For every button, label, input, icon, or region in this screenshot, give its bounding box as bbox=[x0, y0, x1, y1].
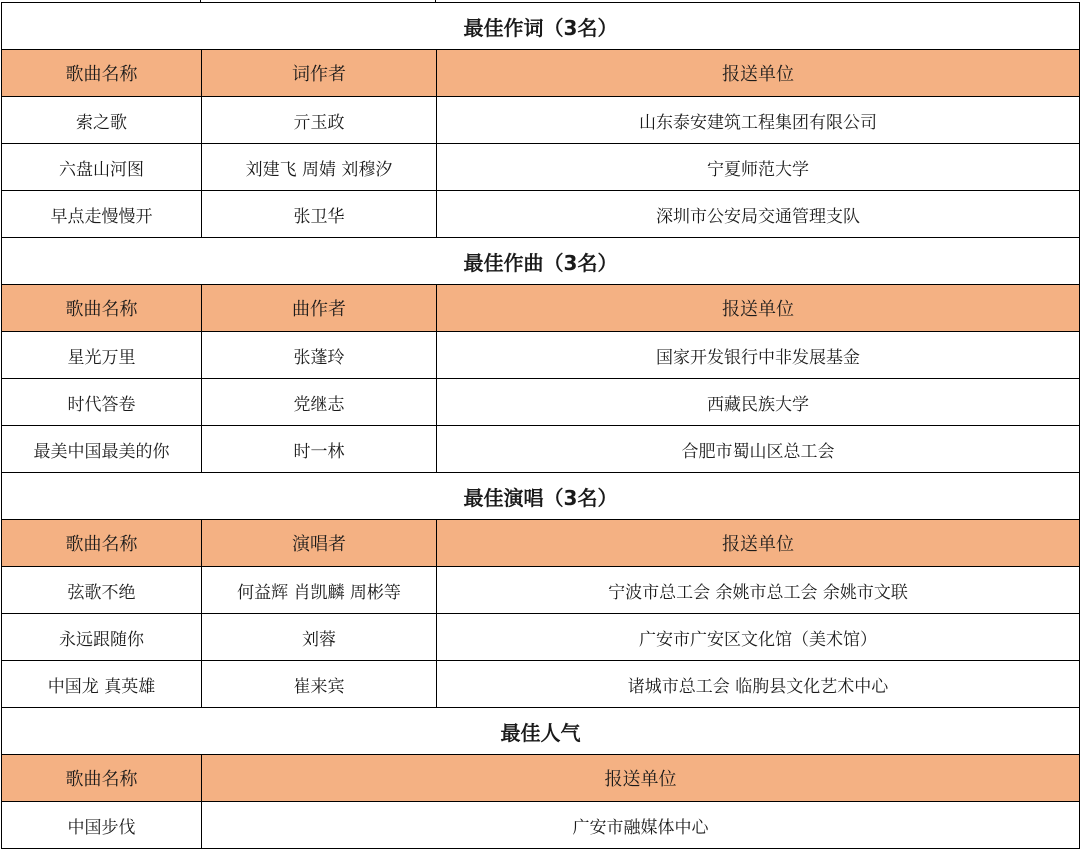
lyricist: 亓玉政 bbox=[202, 97, 437, 144]
header-unit: 报送单位 bbox=[437, 50, 1080, 97]
lyricist: 刘建飞 周婧 刘穆汐 bbox=[202, 144, 437, 191]
table-row bbox=[2, 567, 1080, 614]
table-row bbox=[2, 97, 1080, 144]
header-song-name: 歌曲名称 bbox=[2, 520, 202, 567]
header-lyricist: 词作者 bbox=[202, 50, 437, 97]
performer: 崔来宾 bbox=[202, 661, 437, 708]
composer: 张蓬玲 bbox=[202, 332, 437, 379]
song-name: 弦歌不绝 bbox=[2, 567, 202, 614]
section-title: 最佳作词（3名） bbox=[2, 3, 1080, 50]
song-name: 星光万里 bbox=[2, 332, 202, 379]
unit: 山东泰安建筑工程集团有限公司 bbox=[437, 97, 1080, 144]
header-performer: 演唱者 bbox=[202, 520, 437, 567]
section-title-row bbox=[2, 473, 1080, 520]
unit: 国家开发银行中非发展基金 bbox=[437, 332, 1080, 379]
header-row bbox=[2, 755, 1080, 802]
composer: 党继志 bbox=[202, 379, 437, 426]
song-name: 中国步伐 bbox=[2, 802, 202, 849]
lyricist: 张卫华 bbox=[202, 191, 437, 238]
unit: 宁波市总工会 余姚市总工会 余姚市文联 bbox=[437, 567, 1080, 614]
unit: 深圳市公安局交通管理支队 bbox=[437, 191, 1080, 238]
song-name: 早点走慢慢开 bbox=[2, 191, 202, 238]
composer: 时一林 bbox=[202, 426, 437, 473]
table-row bbox=[2, 191, 1080, 238]
song-name: 时代答卷 bbox=[2, 379, 202, 426]
unit: 宁夏师范大学 bbox=[437, 144, 1080, 191]
header-row bbox=[2, 520, 1080, 567]
section-title-row bbox=[2, 238, 1080, 285]
table-row bbox=[2, 332, 1080, 379]
section-title: 最佳人气 bbox=[2, 708, 1080, 755]
table-row bbox=[2, 379, 1080, 426]
table-row bbox=[2, 802, 1080, 849]
header-unit: 报送单位 bbox=[437, 520, 1080, 567]
song-name: 六盘山河图 bbox=[2, 144, 202, 191]
song-name: 最美中国最美的你 bbox=[2, 426, 202, 473]
header-composer: 曲作者 bbox=[202, 285, 437, 332]
song-name: 索之歌 bbox=[2, 97, 202, 144]
section-title: 最佳作曲（3名） bbox=[2, 238, 1080, 285]
unit: 西藏民族大学 bbox=[437, 379, 1080, 426]
table-row bbox=[2, 144, 1080, 191]
header-row bbox=[2, 50, 1080, 97]
header-unit: 报送单位 bbox=[202, 755, 1080, 802]
song-name: 永远跟随你 bbox=[2, 614, 202, 661]
song-name: 中国龙 真英雄 bbox=[2, 661, 202, 708]
table-row bbox=[2, 614, 1080, 661]
header-song-name: 歌曲名称 bbox=[2, 285, 202, 332]
section-title-row bbox=[2, 3, 1080, 50]
performer: 何益辉 肖凯麟 周彬等 bbox=[202, 567, 437, 614]
unit: 广安市广安区文化馆（美术馆） bbox=[437, 614, 1080, 661]
header-row bbox=[2, 285, 1080, 332]
unit: 诸城市总工会 临朐县文化艺术中心 bbox=[437, 661, 1080, 708]
unit: 广安市融媒体中心 bbox=[202, 802, 1080, 849]
section-title: 最佳演唱（3名） bbox=[2, 473, 1080, 520]
header-song-name: 歌曲名称 bbox=[2, 755, 202, 802]
awards-table bbox=[1, 2, 1080, 849]
unit: 合肥市蜀山区总工会 bbox=[437, 426, 1080, 473]
section-title-row bbox=[2, 708, 1080, 755]
header-song-name: 歌曲名称 bbox=[2, 50, 202, 97]
header-unit: 报送单位 bbox=[437, 285, 1080, 332]
table-row bbox=[2, 661, 1080, 708]
performer: 刘蓉 bbox=[202, 614, 437, 661]
table-row bbox=[2, 426, 1080, 473]
